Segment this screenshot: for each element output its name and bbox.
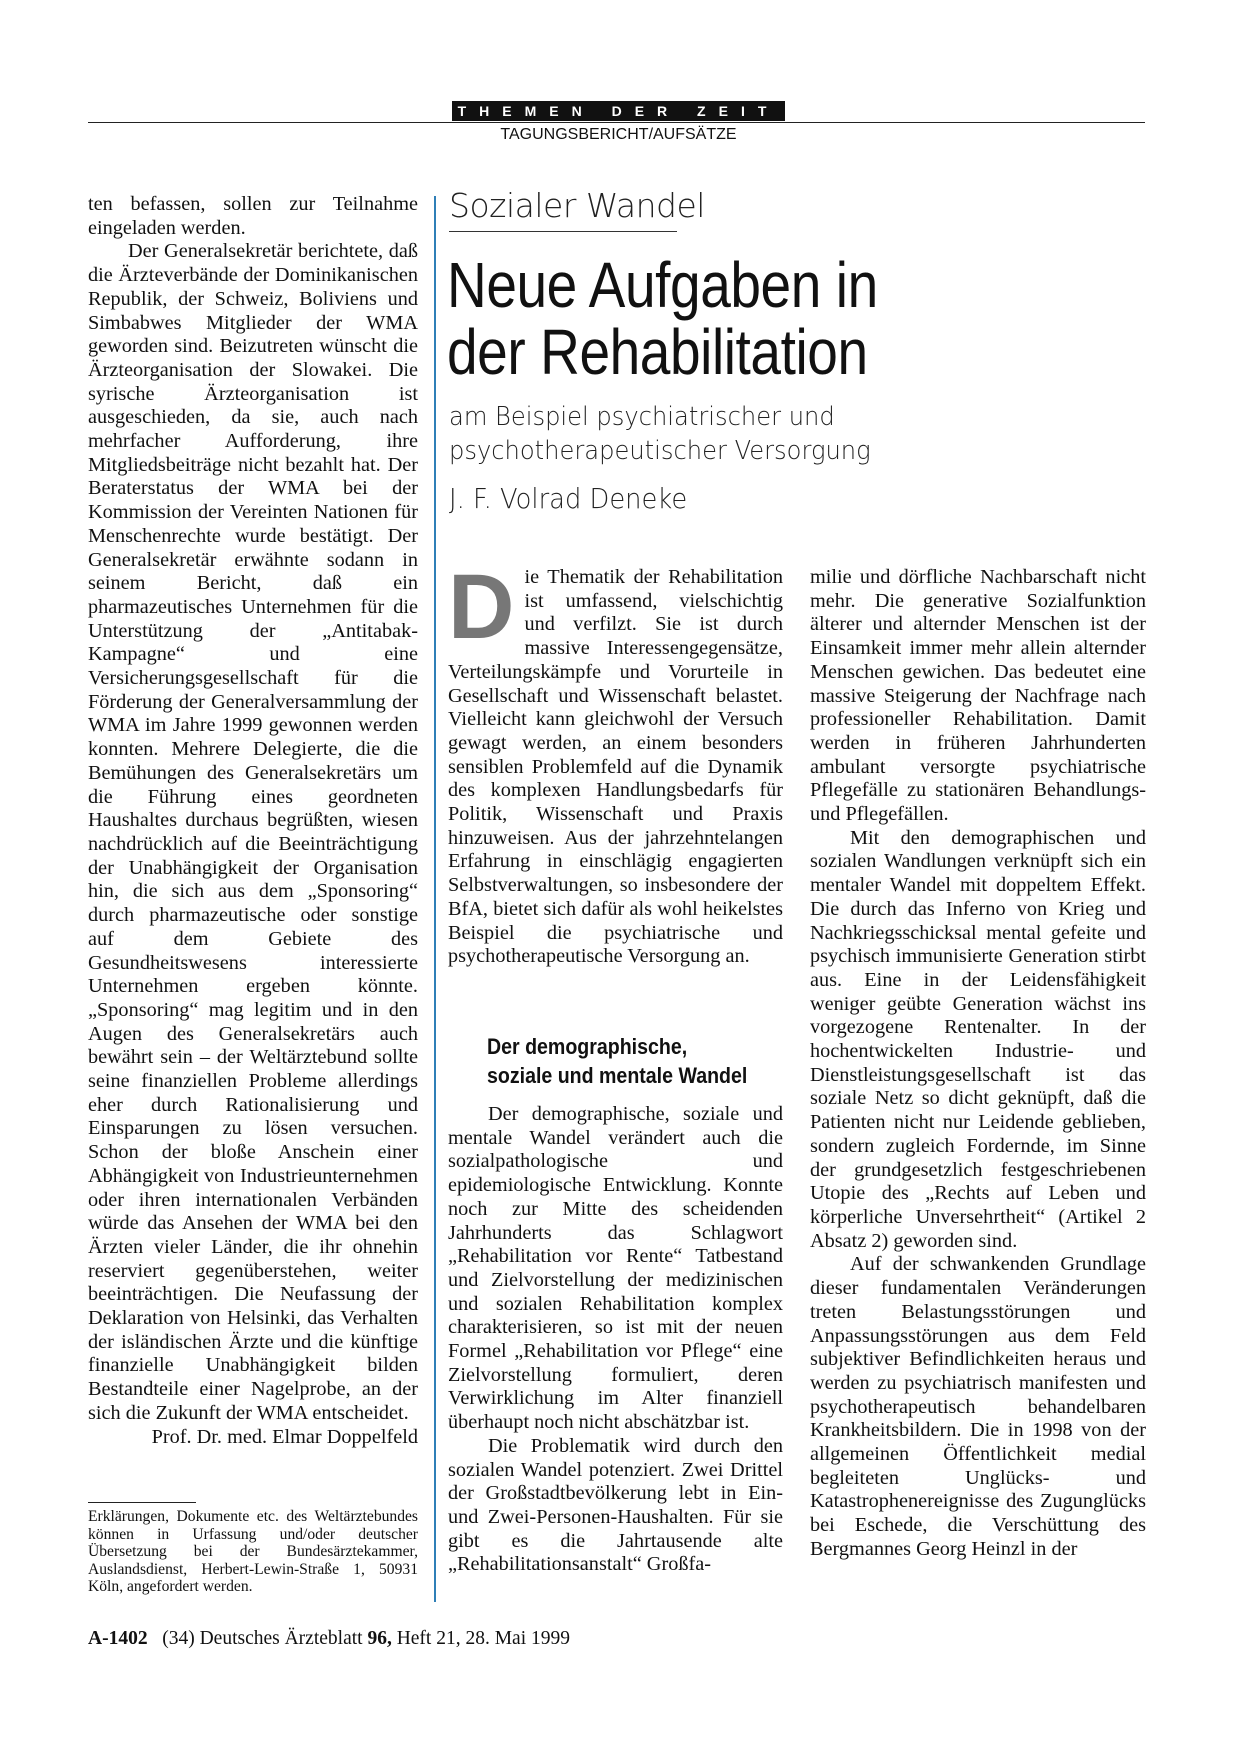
subhead-line: Der demographische,	[487, 1034, 688, 1059]
body-paragraph: Auf der schwankenden Grundlage dieser fundamentalen Veränderungen treten Belastungsstörungen und Anpassungsstörungen aus dem Feld subjektiver Befindlichkeiten heraus und werden zu psychiatrisch manifesten und psychotherapeutisch behandelbaren Krankheitsbildern. Die in 1998 von der allgemeinen Öffentlichkeit medial begleiteten Unglücks- und Katastrophenereignisse des Zugunglücks bei Eschede, die Verschüttung des Bergmannes Georg Heinzl in der	[810, 1253, 1146, 1560]
right-column	[810, 566, 1146, 1562]
middle-column-continued	[448, 1103, 783, 1577]
header-rule	[88, 122, 1145, 123]
article-title	[447, 249, 929, 388]
intro-text: ie Thematik der Rehabilitation ist umfassend, vielschichtig und verfilzt. Sie ist durch massive Interessengegensätze, Verteilungskämpfe und Vorurteile in Gesellschaft und Wissenschaft belastet. Vielleicht kann gleichwohl der Versuch gewagt werden, an einem besonders sensiblen Problemfeld auf die Dynamik des komplexen Handlungsbedarfs für Politik, Wissenschaft und Praxis hinzuweisen. Aus der jahrzehntelangen Erfahrung in einschlägig engagierten Selbstverwaltungen, so insbesondere der BfA, bietet sich dafür als wohl heikelstes Beispiel die psychiatrische und psychotherapeutische Versorgung an.	[448, 566, 783, 968]
section-heading	[487, 1032, 757, 1090]
middle-column	[448, 556, 783, 969]
section-subtitle: TAGUNGSBERICHT/AUFSÄTZE	[500, 126, 737, 143]
journal-name: Deutsches Ärzteblatt	[199, 1628, 363, 1649]
author-signature: Prof. Dr. med. Elmar Doppelfeld	[151, 1425, 418, 1448]
article-subtitle	[449, 400, 933, 468]
journal-issue: Heft 21, 28. Mai 1999	[396, 1628, 570, 1649]
title-line: der Rehabilitation	[447, 316, 868, 388]
left-paragraph: Der Generalsekretär berichtete, daß die Ärzteverbände der Dominikanischen Republik, der Schweiz, Boliviens und Simbabwes Mitglieder der WMA geworden sind. Beizutreten wünscht die Ärzteorganisation der Slowakei. Die syrische Ärzteorganisation ist ausgeschieden, da sie, auch nach mehrfacher Aufforderung, ihre Mitgliedsbeiträge nicht bezahlt hat. Der Beraterstatus der WMA bei der Kommission der Vereinten Nationen für Menschenrechte wurde bestätigt. Der Generalsekretär erwähnte sodann in seinem Bericht, daß ein pharmazeutisches Unternehmen für die Unterstützung der „Antitabak-Kampagne“ und eine Versicherungsgesellschaft für die Förderung der Generalversammlung der WMA im Jahre 1999 gewonnen werden konnten. Mehrere Delegierte, die die Bemühungen des Generalsekretärs um die Führung eines geordneten Haushaltes durchaus begrüßten, wiesen nachdrücklich auf die Beeinträchtigung der Unabhängigkeit der Organisation hin, die sich aus dem „Sponsoring“ durch pharmazeutische oder sonstige auf dem Gebiete des Gesundheitswesens interessierte Unternehmen ergeben könnte. „Sponsoring“ mag legitim und in den Augen des Generalsekretärs auch bewährt sein – der Weltärztebund sollte seine finanziellen Probleme allerdings eher durch Rationalisierung und Einsparungen zu lösen versuchen. Schon der bloße Anschein einer Abhängigkeit von Industrieunternehmen oder ihren internationalen Verbänden würde das Ansehen der WMA bei den Ärzten vieler Länder, die ihr ohnehin reserviert gegenüberstehen, weiter beeinträchtigen. Die Neufassung der Deklaration von Helsinki, das Verhalten der isländischen Ärzte und die künftige finanzielle Unabhängigkeit bilden Bestandteile einer Nagelprobe, an der sich die Zukunft der WMA entscheidet.	[88, 240, 418, 1424]
page-footer	[88, 1628, 570, 1650]
body-paragraph: Der demographische, soziale und mentale Wandel verändert auch die sozialpathologische und epidemiologische Entwicklung. Konnte noch zur Mitte des scheidenden Jahrhunderts das Schlagwort „Rehabilitation vor Rente“ Tatbestand und Zielvorstellung der medizinischen und sozialen Rehabilitation komplex charakterisieren, so ist mit der neuen Formel „Rehabilitation vor Pflege“ eine Zielvorstellung formuliert, deren Verwirklichung im Alter finanziell überhaupt noch nicht abschätzbar ist.	[448, 1103, 783, 1434]
title-line: Neue Aufgaben in	[447, 249, 878, 321]
footnote: Erklärungen, Dokumente etc. des Weltärztebundes können in Urfassung und/oder deutscher Übersetzung bei der Bundesärztekammer, Auslandsdienst, Herbert-Lewin-Straße 1, 50931 Köln, angefordert werden.	[88, 1508, 418, 1596]
subhead-line: soziale und mentale Wandel	[487, 1063, 748, 1088]
body-paragraph: milie und dörfliche Nachbarschaft nicht mehr. Die generative Sozialfunktion älterer und alternder Menschen ist der Einsamkeit immer mehr allein alternder Menschen gewichen. Das bedeutet eine massive Steigerung der Nachfrage nach professioneller Rehabilitation. Damit werden in früheren Jahrhunderten ambulant versorgte psychiatrische Pflegefälle zu stationären Behandlungs- und Pflegefällen.	[810, 566, 1146, 826]
section-banner: THEMEN DER ZEIT	[452, 101, 785, 121]
subtitle-line: psychotherapeutischer Versorgung	[449, 436, 871, 466]
page-code: A-1402	[88, 1628, 148, 1649]
drop-cap: D	[448, 556, 515, 658]
left-column	[88, 193, 418, 1449]
page-number: (34)	[162, 1628, 195, 1649]
article-kicker: Sozialer Wandel	[449, 186, 705, 225]
left-paragraph: ten befassen, sollen zur Teilnahme eingeladen werden.	[88, 193, 418, 239]
article-author: J. F. Volrad Deneke	[449, 482, 688, 515]
kicker-underline	[449, 231, 677, 232]
footnote-rule	[88, 1502, 196, 1503]
column-divider	[434, 196, 436, 1602]
body-paragraph: Die Problematik wird durch den sozialen Wandel potenziert. Zwei Drittel der Großstadtbevölkerung lebt in Ein- und Zwei-Personen-Haushalten. Für sie gibt es die Jahrtausende alte „Rehabilitationsanstalt“ Großfa-	[448, 1434, 783, 1576]
body-paragraph: Mit den demographischen und sozialen Wandlungen verknüpft sich ein mentaler Wandel mit doppeltem Effekt. Die durch das Inferno von Krieg und Nachkriegsschicksal mental gefeite und psychisch immunisierte Generation stirbt aus. Eine in der Leidensfähigkeit weniger geübte Generation wächst ins vorgezogene Rentenalter. In der hochentwickelten Industrie- und Dienstleistungsgesellschaft ist das soziale Netz so dicht geknüpft, daß die Patienten nicht nur Leidende geblieben, sondern zugleich Fordernde, im Sinne der grundgesetzlich festgeschriebenen Utopie des „Rechts auf Leben und körperliche Unversehrtheit“ (Artikel 2 Absatz 2) geworden sind.	[810, 826, 1146, 1252]
journal-volume: 96,	[367, 1628, 392, 1649]
intro-paragraph	[448, 556, 783, 969]
subtitle-line: am Beispiel psychiatrischer und	[449, 402, 835, 432]
